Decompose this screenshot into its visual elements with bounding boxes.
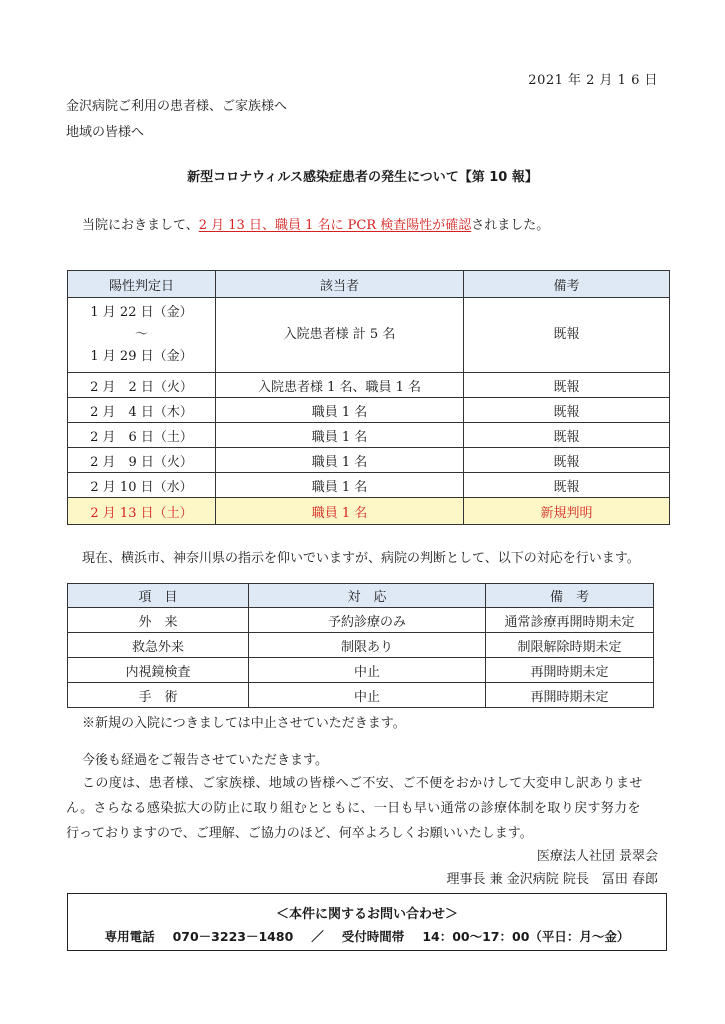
table-row [68,683,654,708]
date-cell: 2 月 10 日（水） [68,473,216,498]
date-cell: 2 月 9 日（火） [68,448,216,473]
closing-line-2: この度は、患者様、ご家族様、地域の皆様へご不安、ご不便をおかけして大変申し訳ありませ [82,776,643,791]
table-row [68,373,670,398]
person-cell: 職員 1 名 [216,398,464,423]
admission-note: ※新規の入院につきましては中止させていただきます。 [82,716,406,731]
intro-highlight: 2 月 13 日、職員 1 名に PCR 検査陽性が確認 [198,218,472,233]
person-cell: 入院患者様 計 5 名 [216,298,464,373]
item-cell: 救急外来 [68,633,249,658]
intro-paragraph [82,214,549,233]
header-note: 備 考 [486,584,654,608]
date-range-cell [68,298,216,373]
phone-label: 専用電話 [104,929,155,944]
cases-table-header [68,271,670,298]
remarks-cell: 新規判明 [464,498,670,525]
closing-line-4: 行っておりますので、ご理解、ご協力のほど、何卒よろしくお願いいたします。 [66,826,533,841]
note-cell: 再開時期未定 [486,658,654,683]
date-cell: 2 月 6 日（土） [68,423,216,448]
header-item: 項 目 [68,584,249,608]
response-table [67,583,654,708]
table-row [68,423,670,448]
contact-separator: ／ [311,929,324,944]
table-row [68,633,654,658]
action-cell: 中止 [249,658,486,683]
response-table-header [68,584,654,608]
signature-org: 医療法人社団 景翠会 [536,849,658,864]
note-cell: 通常診療再開時期未定 [486,608,654,633]
hours-label: 受付時間帯 [341,929,405,944]
remarks-cell: 既報 [464,298,670,373]
header-positive-date: 陽性判定日 [68,271,216,298]
signature-representative: 理事長 兼 金沢病院 院長 冨田 春郎 [446,872,658,887]
contact-title: ＜本件に関するお問い合わせ＞ [275,907,458,922]
intro-prefix: 当院におきまして、 [82,218,199,233]
item-cell: 手 術 [68,683,249,708]
phone-number: 070－3223－1480 [172,929,294,944]
remarks-cell: 既報 [464,448,670,473]
note-cell: 再開時期未定 [486,683,654,708]
date-end: 1 月 29 日（金） [90,349,193,364]
header-action: 対 応 [249,584,486,608]
person-cell: 職員 1 名 [216,423,464,448]
date-cell: 2 月 4 日（木） [68,398,216,423]
header-person: 該当者 [216,271,464,298]
table-row [68,398,670,423]
table-row [68,658,654,683]
table-row-new-case [68,498,670,525]
closing-line-3: ん。さらなる感染拡大の防止に取り組むとともに、一日も早い通常の診療体制を取り戻す努力を [66,801,641,816]
person-cell: 入院患者様 1 名、職員 1 名 [216,373,464,398]
action-cell: 中止 [249,683,486,708]
remarks-cell: 既報 [464,373,670,398]
person-cell: 職員 1 名 [216,498,464,525]
note-cell: 制限解除時期未定 [486,633,654,658]
date-tilde: ～ [134,327,148,342]
item-cell: 内視鏡検査 [68,658,249,683]
greeting-patients: 金沢病院ご利用の患者様、ご家族様へ [66,99,288,114]
table-row [68,298,670,373]
intro-suffix: されました。 [471,218,550,233]
remarks-cell: 既報 [464,398,670,423]
greeting-community: 地域の皆様へ [66,125,145,140]
item-cell: 外 来 [68,608,249,633]
document-title: 新型コロナウィルス感染症患者の発生について【第 10 報】 [187,170,538,185]
cases-table [67,270,670,525]
date-start: 1 月 22 日（金） [90,305,193,320]
hours-value: 14：00～17：00（平日：月～金） [422,929,630,944]
header-remarks: 備考 [464,271,670,298]
contact-box [67,893,667,951]
date-cell: 2 月 2 日（火） [68,373,216,398]
closing-line-1: 今後も経過をご報告させていただきます。 [82,753,328,768]
table-row [68,473,670,498]
remarks-cell: 既報 [464,423,670,448]
table-row [68,448,670,473]
date-cell: 2 月 13 日（土） [68,498,216,525]
action-cell: 制限あり [249,633,486,658]
table-row [68,608,654,633]
response-intro: 現在、横浜市、神奈川県の指示を仰いでいますが、病院の判断として、以下の対応を行います。 [82,551,640,566]
remarks-cell: 既報 [464,473,670,498]
person-cell: 職員 1 名 [216,448,464,473]
person-cell: 職員 1 名 [216,473,464,498]
action-cell: 予約診療のみ [249,608,486,633]
document-date: 2021 年 2 月 1 6 日 [528,73,658,88]
contact-line [68,927,666,945]
